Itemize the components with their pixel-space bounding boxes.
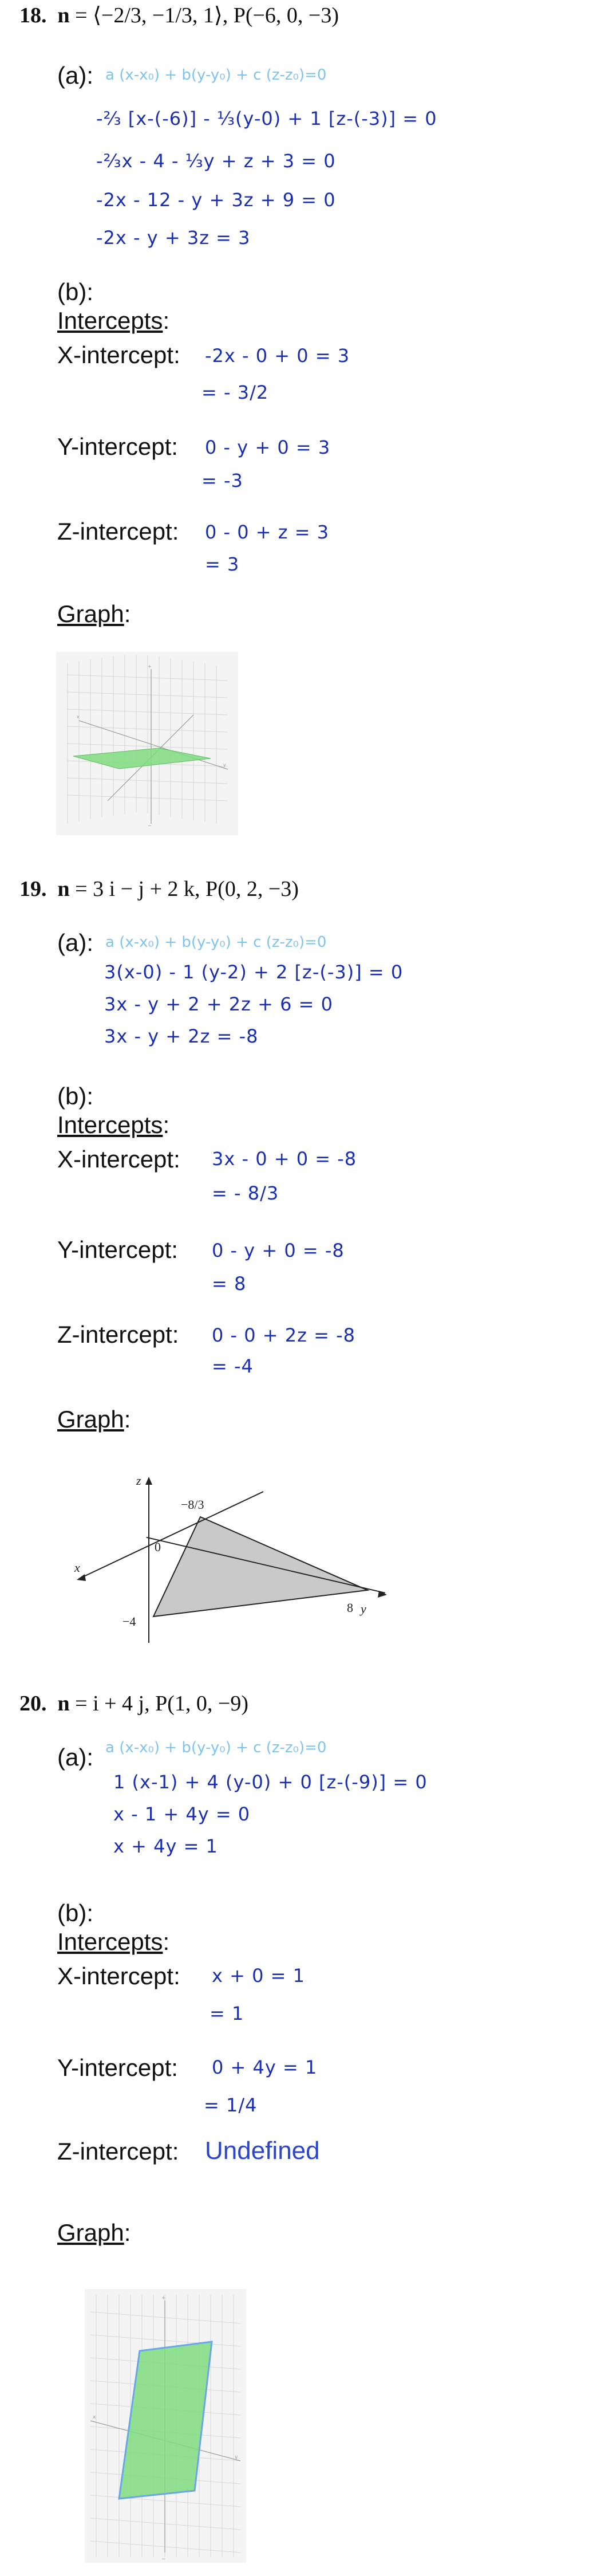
p18-graph-heading: Graph: — [57, 600, 131, 627]
p19-work-line-3: 3x - y + 2z = -8 — [104, 1025, 259, 1047]
p19-formula: a (x-x₀) + b(y-y₀) + c (z-z₀)=0 — [105, 934, 327, 951]
p20-part-a-label: (a): — [57, 1744, 93, 1771]
p19-intercepts-heading: Intercepts: — [57, 1111, 170, 1138]
p20-graph-heading: Graph: — [57, 2219, 131, 2246]
p20-z-intercept-value: Undefined — [205, 2137, 320, 2165]
p18-z-intercept-result: = 3 — [205, 553, 240, 575]
p18-work-line-1: -⅔ [x-(-6)] - ⅓(y-0) + 1 [z-(-3)] = 0 — [96, 108, 437, 129]
p20-x-intercept-result: = 1 — [209, 2003, 244, 2024]
p19-part-a-label: (a): — [57, 929, 93, 956]
p19-graph-z-label: z — [136, 1473, 141, 1488]
problem-20-statement: 20. n = i + 4 j, P(1, 0, −9) — [19, 1692, 248, 1716]
svg-text:+: + — [161, 2295, 166, 2301]
p19-z-intercept-result: = -4 — [212, 1355, 254, 1377]
p18-z-intercept-label: Z-intercept: — [57, 518, 179, 545]
problem-19-statement: 19. n = 3 i − j + 2 k, P(0, 2, −3) — [19, 877, 299, 901]
p19-z-intercept-label: Z-intercept: — [57, 1321, 179, 1348]
p18-z-intercept-work: 0 - 0 + z = 3 — [205, 521, 330, 543]
p20-x-intercept-label: X-intercept: — [57, 1963, 180, 1989]
p19-y-intercept-work: 0 - y + 0 = -8 — [212, 1240, 345, 1261]
p19-x-intercept-label: X-intercept: — [57, 1146, 180, 1173]
p18-graph — [56, 652, 238, 835]
svg-text:y: y — [235, 2455, 238, 2460]
p18-y-intercept-work: 0 - y + 0 = 3 — [205, 436, 331, 458]
p19-graph-origin: 0 — [155, 1540, 161, 1554]
p19-graph-left-tick: −4 — [122, 1614, 136, 1629]
svg-text:y: y — [223, 762, 226, 768]
p20-y-intercept-label: Y-intercept: — [57, 2054, 178, 2081]
p18-x-intercept-label: X-intercept: — [57, 341, 180, 368]
p20-z-intercept-label: Z-intercept: — [57, 2138, 179, 2165]
p18-x-intercept-result: = - 3/2 — [201, 382, 269, 403]
p19-work-line-1: 3(x-0) - 1 (y-2) + 2 [z-(-3)] = 0 — [104, 961, 404, 983]
svg-text:−: − — [161, 2557, 166, 2562]
p20-work-line-1: 1 (x-1) + 4 (y-0) + 0 [z-(-9)] = 0 — [113, 1771, 428, 1793]
svg-text:−: − — [148, 823, 152, 828]
p19-graph — [69, 1460, 389, 1654]
p18-work-line-2: -⅔x - 4 - ⅓y + z + 3 = 0 — [96, 150, 336, 172]
p20-part-b-label: (b): — [57, 1899, 93, 1926]
p19-graph-x-label: x — [74, 1560, 80, 1575]
p19-graph-y-label: y — [361, 1602, 366, 1616]
p18-y-intercept-result: = -3 — [201, 470, 243, 491]
p19-z-intercept-work: 0 - 0 + 2z = -8 — [212, 1324, 355, 1346]
p18-intercepts-heading: Intercepts: — [57, 307, 170, 334]
svg-text:x: x — [93, 2414, 96, 2420]
p19-graph-right-tick: 8 — [347, 1600, 353, 1615]
p19-part-b-label: (b): — [57, 1083, 93, 1110]
p20-work-line-2: x - 1 + 4y = 0 — [113, 1803, 251, 1825]
p20-work-line-3: x + 4y = 1 — [113, 1835, 218, 1857]
p18-part-a-label: (a): — [57, 62, 93, 89]
p18-formula: a (x-x₀) + b(y-y₀) + c (z-z₀)=0 — [105, 66, 327, 84]
p19-work-line-2: 3x - y + 2 + 2z + 6 = 0 — [104, 993, 333, 1015]
svg-text:x: x — [77, 714, 80, 719]
p20-y-intercept-work: 0 + 4y = 1 — [212, 2056, 318, 2078]
p18-work-line-3: -2x - 12 - y + 3z + 9 = 0 — [96, 189, 336, 211]
p19-x-intercept-result: = - 8/3 — [212, 1182, 279, 1204]
p18-part-b-label: (b): — [57, 278, 93, 305]
p19-y-intercept-result: = 8 — [212, 1273, 247, 1295]
p20-formula: a (x-x₀) + b(y-y₀) + c (z-z₀)=0 — [105, 1739, 327, 1756]
p20-graph — [85, 2289, 246, 2563]
p20-intercepts-heading: Intercepts: — [57, 1928, 170, 1955]
p19-x-intercept-work: 3x - 0 + 0 = -8 — [212, 1148, 357, 1170]
svg-text:+: + — [148, 664, 152, 669]
p19-graph-top-tick: −8/3 — [181, 1497, 204, 1512]
problem-18-statement: 18. n = ⟨−2/3, −1/3, 1⟩, P(−6, 0, −3) — [19, 3, 339, 27]
p19-y-intercept-label: Y-intercept: — [57, 1236, 178, 1263]
p18-y-intercept-label: Y-intercept: — [57, 433, 178, 460]
p18-work-line-4: -2x - y + 3z = 3 — [96, 227, 251, 249]
p18-x-intercept-work: -2x - 0 + 0 = 3 — [205, 345, 350, 367]
p20-y-intercept-result: = 1/4 — [204, 2094, 258, 2116]
p20-x-intercept-work: x + 0 = 1 — [212, 1965, 305, 1987]
p19-graph-heading: Graph: — [57, 1406, 131, 1433]
